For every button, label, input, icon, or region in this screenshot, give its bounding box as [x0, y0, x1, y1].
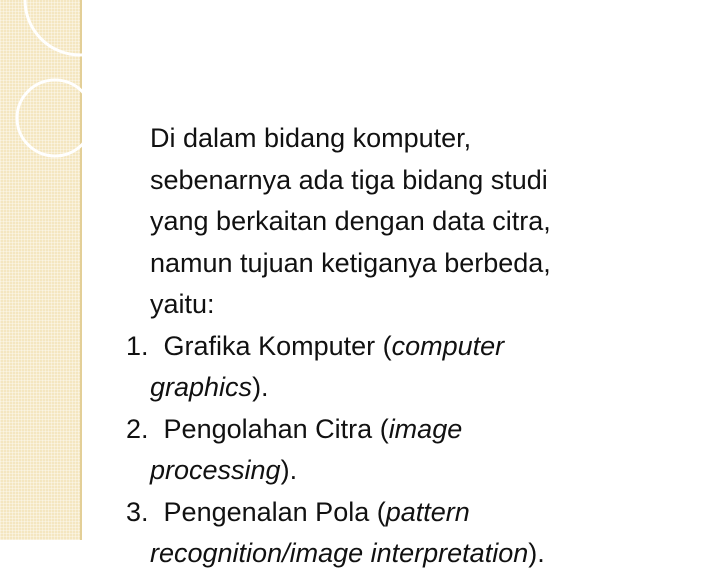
list-number: 2. — [126, 413, 149, 444]
list-item-3-cont — [126, 533, 646, 575]
list-item-1-cont — [126, 367, 646, 409]
intro-line-4: namun tujuan ketiganya berbeda, — [150, 247, 551, 278]
list-number: 1. — [126, 330, 149, 361]
intro-line-3: yang berkaitan dengan data citra, — [150, 206, 551, 236]
list-item-term-cont: graphics — [150, 372, 253, 402]
list-item-suffix: ). — [528, 538, 545, 568]
list-item-suffix: ). — [280, 455, 298, 485]
slide-body — [126, 118, 646, 575]
intro-line-5: yaitu: — [150, 289, 215, 319]
list-number: 3. — [126, 496, 149, 527]
list-item-2 — [126, 409, 646, 451]
list-item-suffix: ). — [252, 372, 269, 402]
list-item-label: Grafika Komputer ( — [163, 330, 392, 361]
list-item-term-cont: processing — [150, 455, 281, 485]
list-item-1 — [126, 326, 646, 368]
list-item-2-cont — [126, 450, 646, 492]
intro-line-2: sebenarnya ada tiga bidang studi — [150, 164, 548, 195]
list-item-label: Pengolahan Citra ( — [163, 413, 389, 444]
decorative-ring-lower — [17, 80, 93, 156]
list-item-term: computer — [391, 330, 505, 361]
list-item-label: Pengenalan Pola ( — [163, 496, 386, 527]
decorative-ring-outer — [25, 0, 135, 55]
list-item-term: image — [388, 413, 463, 444]
list-item-term-cont: recognition/image interpretation — [150, 538, 529, 568]
list-item-3 — [126, 492, 646, 534]
intro-line-1: Di dalam bidang komputer, — [150, 123, 472, 153]
list-item-term: pattern — [385, 496, 470, 527]
